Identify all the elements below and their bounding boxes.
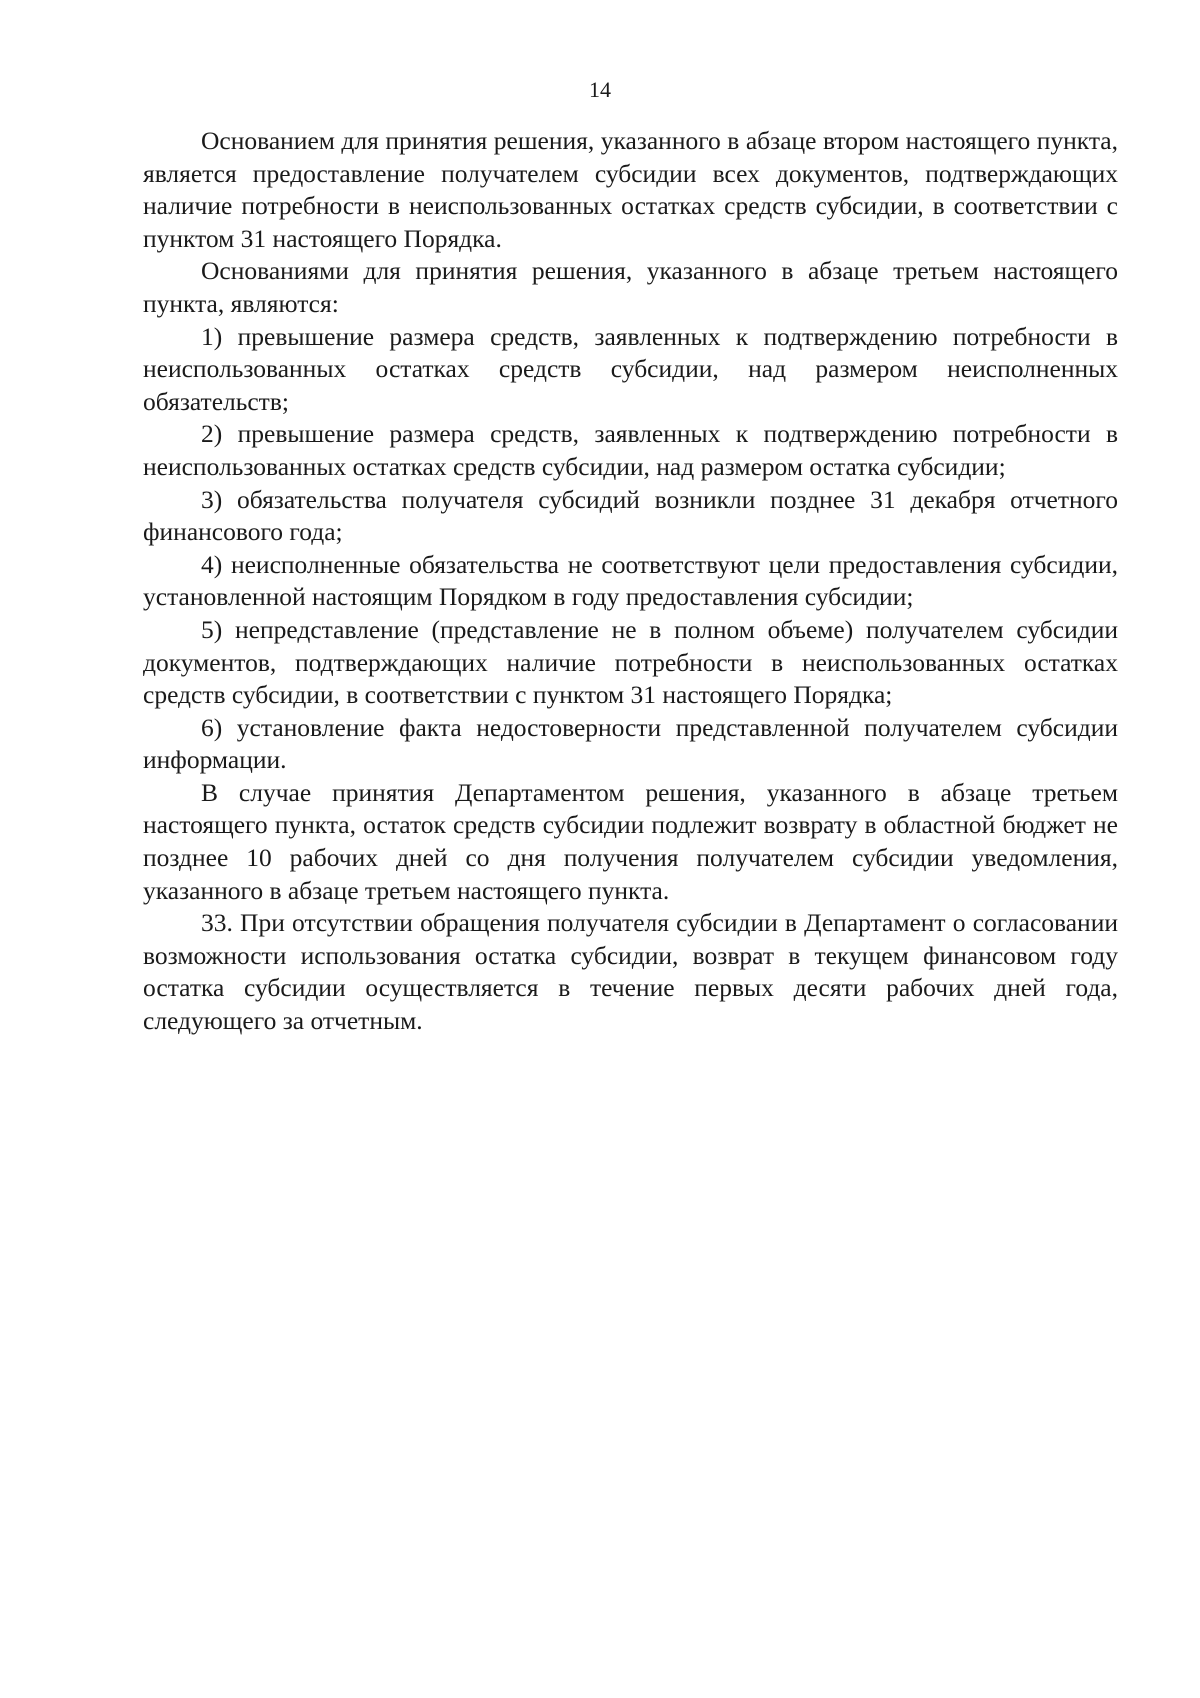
page-number: 14 [589, 77, 611, 102]
paragraph-basis-abzac-3-intro: Основаниями для принятия решения, указанного в абзаце третьем настоящего пункта, являются: [143, 256, 1118, 318]
list-item-1: 1) превышение размера средств, заявленных к подтверждению потребности в неиспользованных остатках средств субсидии, над размером неисполненных обязательств; [143, 321, 1118, 416]
paragraph-refund-case: В случае принятия Департаментом решения, указанного в абзаце третьем настоящего пункта, остаток средств субсидии подлежит возврату в областной бюджет не позднее 10 рабочих дней со дня получения получателем субсидии уведомления, указанного в абзаце третьем настоящего пункта. [143, 777, 1118, 905]
document-body [143, 125, 1118, 1038]
list-item-6: 6) установление факта недостоверности представленной получателем субсидии информации. [143, 712, 1118, 775]
paragraph-basis-abzac-2: Основанием для принятия решения, указанного в абзаце втором настоящего пункта, является предоставление получателем субсидии всех документов, подтверждающих наличие потребности в неиспользованных остатках средств субсидии, в соответствии с пунктом 31 настоящего Порядка. [143, 126, 1118, 253]
list-item-5: 5) непредставление (представление не в полном объеме) получателем субсидии документов, подтверждающих наличие потребности в неиспользованных остатках средств субсидии, в соответствии с пунктом 31 настоящего Порядка; [143, 614, 1118, 710]
paragraph-clause-33: 33. При отсутствии обращения получателя субсидии в Департамент о согласовании возможности использования остатка субсидии, возврат в текущем финансовом году остатка субсидии осуществляется в течение первых десяти рабочих дней года, следующего за отчетным. [143, 908, 1118, 1036]
list-item-2: 2) превышение размера средств, заявленных к подтверждению потребности в неиспользованных остатках средств субсидии, над размером остатка субсидии; [143, 419, 1118, 481]
list-item-3: 3) обязательства получателя субсидий возникли позднее 31 декабря отчетного финансового года; [143, 484, 1118, 547]
list-item-4: 4) неисполненные обязательства не соответствуют цели предоставления субсидии, установленной настоящим Порядком в году предоставления субсидии; [143, 549, 1118, 612]
